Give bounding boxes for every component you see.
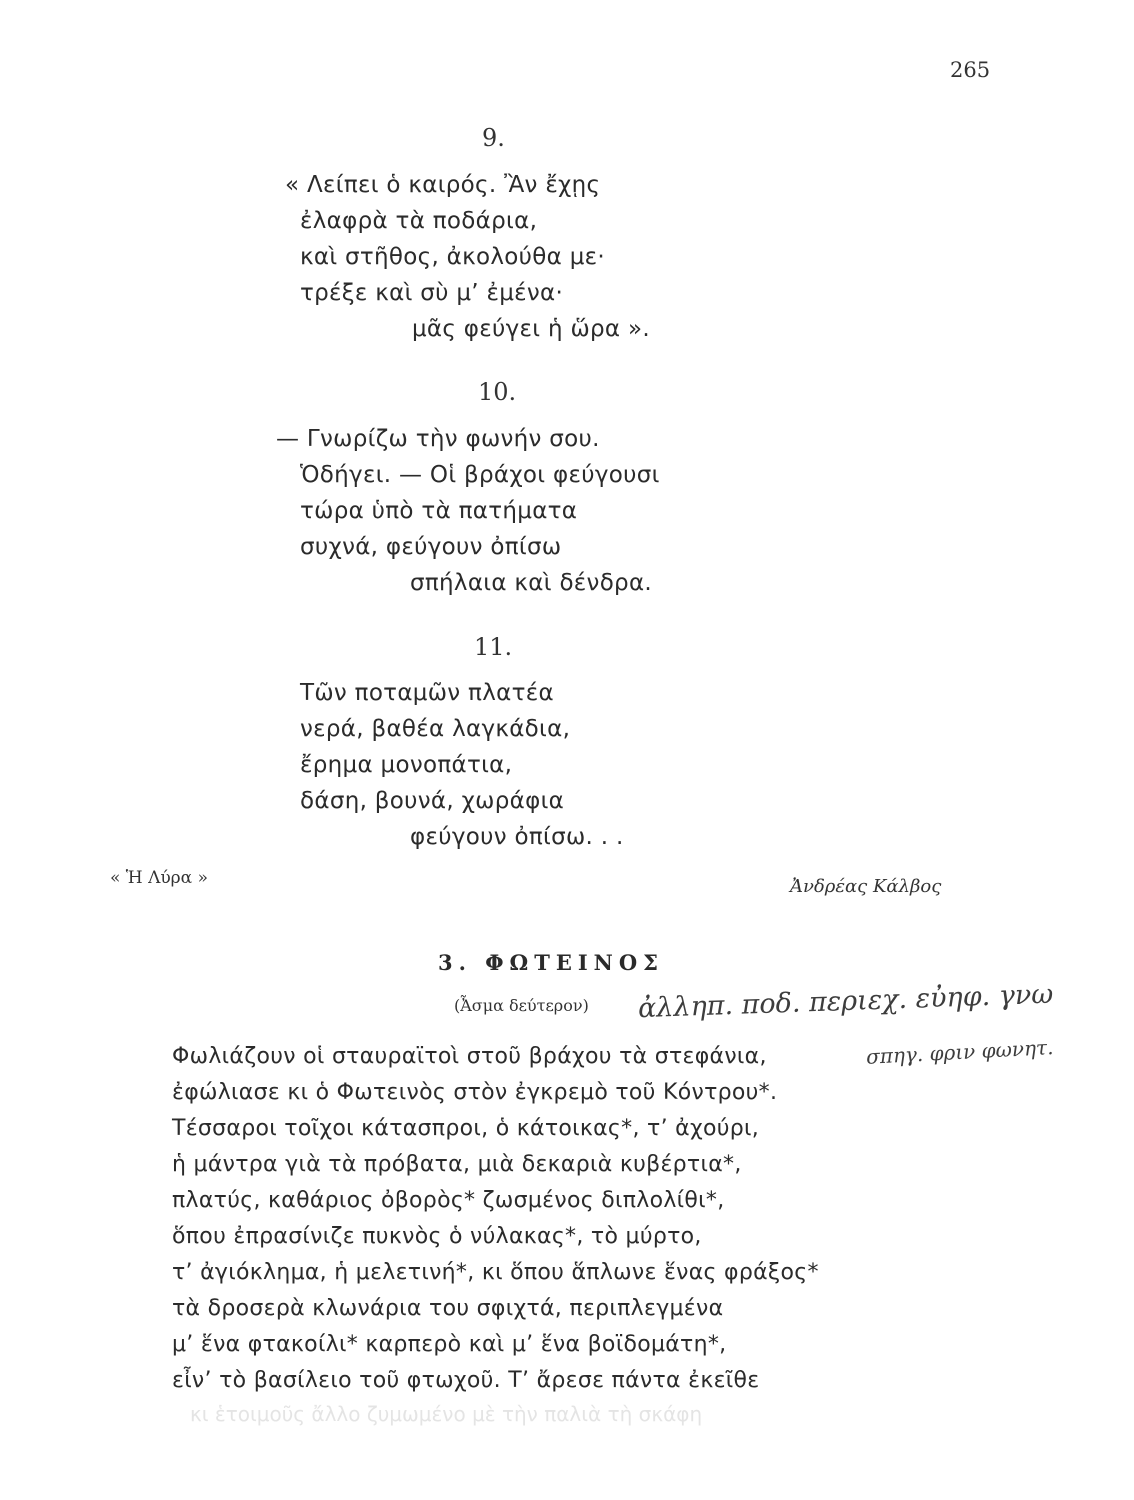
verse-line: — Γνωρίζω τὴν φωνήν σου. — [276, 426, 600, 452]
verse-line: φεύγουν ὀπίσω. . . — [410, 824, 624, 850]
stanza-number: 11. — [474, 633, 513, 661]
stanza-number: 9. — [482, 124, 505, 152]
verse-line: δάση, βουνά, χωράφια — [300, 788, 565, 814]
poem-line: τὰ δροσερὰ κλωνάρια του σφιχτά, περιπλεγμένα — [172, 1296, 724, 1321]
handwritten-note: ἀλληπ. ποδ. περιεχ. εὐηφ. γνω — [637, 978, 1054, 1025]
poem-title: 3. ΦΩΤΕΙΝΟΣ — [438, 950, 665, 975]
poem-line: Τέσσαροι τοῖχοι κάτασπροι, ὁ κάτοικας*, τ’ ἀχούρι, — [172, 1116, 760, 1141]
poem-subtitle: (Ἆσμα δεύτερον) — [454, 996, 589, 1015]
verse-line: σπήλαια καὶ δένδρα. — [410, 570, 653, 596]
verse-line: νερά, βαθέα λαγκάδια, — [300, 716, 571, 742]
stanza-number: 10. — [478, 378, 517, 406]
verse-line: μᾶς φεύγει ἡ ὥρα ». — [412, 316, 650, 342]
verse-line: « Λείπει ὁ καιρός. Ἂν ἔχῃς — [285, 172, 601, 198]
verse-line: συχνά, φεύγουν ὀπίσω — [300, 534, 562, 560]
verse-line: ἔρημα μονοπάτια, — [300, 752, 513, 778]
poem-line: ἐφώλιασε κι ὁ Φωτεινὸς στὸν ἐγκρεμὸ τοῦ Κόντρου*. — [172, 1080, 778, 1105]
verse-line: τρέξε καὶ σὺ μ’ ἐμένα· — [300, 280, 564, 306]
poem-line: Φωλιάζουν οἱ σταυραϊτοὶ στοῦ βράχου τὰ στεφάνια, — [172, 1044, 767, 1069]
poem-line: μ’ ἕνα φτακοίλι* καρπερὸ καὶ μ’ ἕνα βοϊδομάτη*, — [172, 1332, 727, 1357]
handwritten-note: σπηγ. φριν φωνητ. — [865, 1035, 1054, 1069]
verse-line: καὶ στῆθος, ἀκολούθα με· — [300, 244, 605, 270]
verse-line: Τῶν ποταμῶν πλατέα — [300, 680, 554, 706]
author-name: Ἀνδρέας Κάλβος — [790, 876, 942, 897]
source-title: « Ἡ Λύρα » — [110, 868, 208, 888]
verse-line: ἐλαφρὰ τὰ ποδάρια, — [300, 208, 538, 234]
bleed-through-text: κι ἑτοιμοῦς ἄλλο ζυμωμένο μὲ τὴν παλιὰ τὴ σκάφη — [190, 1402, 703, 1426]
poem-line: τ’ ἀγιόκλημα, ἡ μελετινή*, κι ὅπου ἅπλωνε ἕνας φράξος* — [172, 1260, 819, 1285]
poem-line: εἶν’ τὸ βασίλειο τοῦ φτωχοῦ. Τ’ ἄρεσε πάντα ἐκεῖθε — [172, 1368, 760, 1393]
verse-line: Ὁδήγει. — Οἱ βράχοι φεύγουσι — [300, 462, 660, 488]
page-number: 265 — [950, 58, 991, 82]
poem-line: ἡ μάντρα γιὰ τὰ πρόβατα, μιὰ δεκαριὰ κυβέρτια*, — [172, 1152, 742, 1177]
poem-line: πλατύς, καθάριος ὀβορὸς* ζωσμένος διπλολίθι*, — [172, 1188, 725, 1213]
verse-line: τώρα ὑπὸ τὰ πατήματα — [300, 498, 578, 524]
poem-line: ὅπου ἐπρασίνιζε πυκνὸς ὁ νύλακας*, τὸ μύρτο, — [172, 1224, 702, 1249]
